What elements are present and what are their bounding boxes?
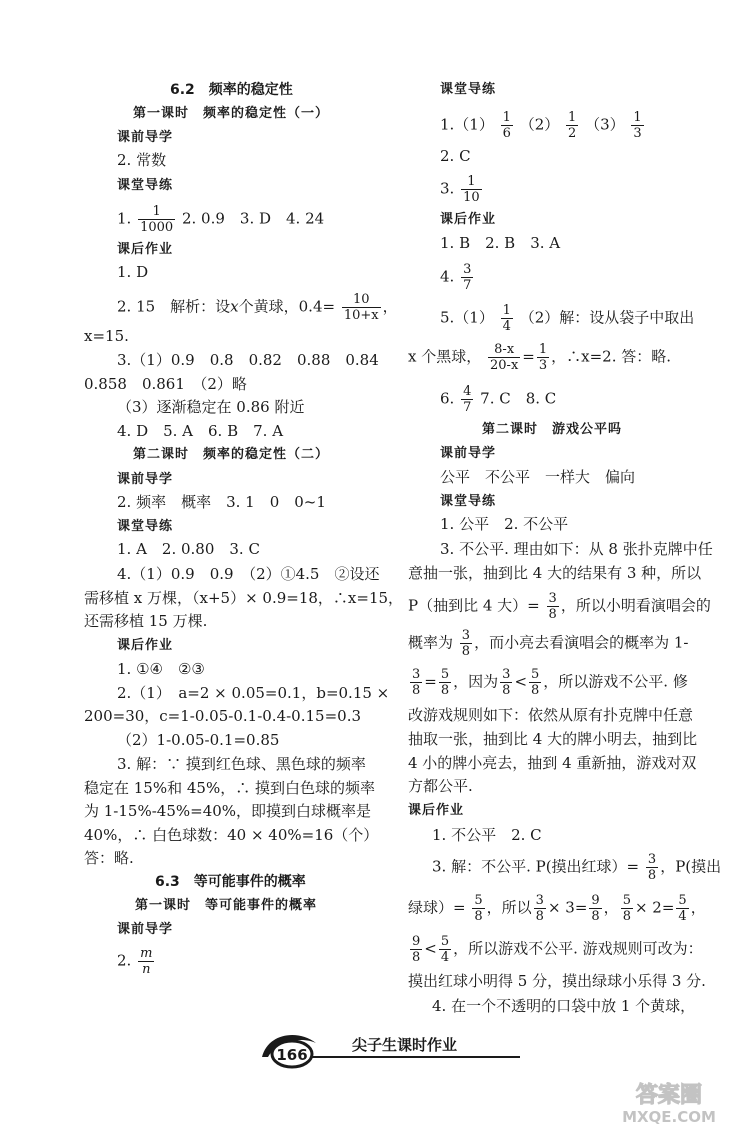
answer-line: 5.（1） $\frac{1}{4}$ （2）解：设从袋子中取出	[440, 303, 695, 334]
answer-line: 1. A 2. 0.80 3. C	[117, 540, 260, 558]
answer-line: 4.（1）0.9 0.9 （2）①4.5 ②设还	[117, 565, 380, 583]
answer-line: 还需移植 15 万棵.	[84, 612, 208, 630]
fraction: $\frac{3}{8}$	[647, 852, 657, 883]
homework-heading: 课后作业	[117, 242, 174, 257]
lesson-3-heading: 第一课时 等可能事件的概率	[135, 898, 318, 913]
fraction: $\frac{1}{3}$	[538, 342, 548, 373]
fraction: $\frac{1}{6}$	[502, 110, 511, 141]
answer-line: 公平 不公平 一样大 偏向	[440, 468, 636, 486]
answer-line: $\frac{9}{8}$ < $\frac{5}{4}$ ，所以游戏不公平. 游戏规则可改为：	[412, 934, 703, 965]
answer-line: 0.858 0.861 （2）略	[84, 375, 247, 393]
answer-line: 2. 15 解析：设x个黄球，0.4= $\frac{10}{10+x}$ ，	[117, 292, 398, 323]
answer-line: 200=30，c=1-0.05-0.1-0.4-0.15=0.3	[84, 707, 362, 725]
answer-line: 2. $\frac{m}{n}$	[117, 946, 153, 977]
fraction: $\frac{3}{8}$	[535, 893, 544, 924]
answer-line: 改游戏规则如下：依然从原有扑克牌中任意	[408, 706, 694, 724]
answer-line: 3. $\frac{1}{10}$	[440, 174, 480, 205]
in-class-heading: 课堂导练	[440, 82, 497, 97]
answer-line: 3. 不公平. 理由如下：从 8 张扑克牌中任	[440, 540, 713, 558]
fraction: $\frac{3}{8}$	[412, 667, 421, 698]
answer-line: 4. $\frac{3}{7}$	[440, 262, 472, 293]
homework-heading: 课后作业	[117, 638, 174, 653]
answer-line: （2）1-0.05-0.1=0.85	[117, 731, 280, 749]
fraction: $\frac{5}{4}$	[678, 893, 687, 924]
answer-line: 方都公平.	[408, 777, 473, 795]
fraction: $\frac{10}{10+x}$	[343, 292, 379, 323]
fraction: $\frac{5}{8}$	[440, 667, 450, 698]
answer-line: 1. B 2. B 3. A	[440, 234, 561, 252]
pre-class-heading: 课前导学	[117, 130, 174, 145]
fraction: $\frac{5}{8}$	[474, 893, 483, 924]
fraction: $\frac{4}{7}$	[463, 384, 472, 415]
answer-line: 6. $\frac{4}{7}$ 7. C 8. C	[440, 384, 557, 415]
fraction: $\frac{m}{n}$	[140, 946, 153, 977]
answer-line: 答：略.	[84, 849, 134, 867]
answer-line: 1. D	[117, 263, 149, 281]
answer-line: 1. 公平 2. 不公平	[440, 515, 569, 533]
answer-line: 为 1-15%-45%=40%，即摸到白球概率是	[84, 802, 372, 820]
page-number-badge	[258, 1027, 322, 1071]
watermark-logo	[594, 1080, 744, 1126]
answer-line: 4. 在一个不透明的口袋中放 1 个黄球，	[432, 997, 696, 1015]
answer-line: 意抽一张，抽到比 4 大的结果有 3 种，所以	[408, 564, 702, 582]
section-6-3-title: 6.3 等可能事件的概率	[155, 874, 306, 890]
fraction: $\frac{1}{10}$	[463, 174, 480, 205]
answer-line: 绿球）= $\frac{5}{8}$ ，所以 $\frac{3}{8}$ × 3= $\frac{9}{8}$ ， $\frac{5}{8}$ × 2= $\frac{5}{4}$ ，	[408, 893, 706, 924]
answer-line: 40%，∴ 白色球数：40 × 40%=16（个）	[84, 826, 379, 844]
fraction: $\frac{9}{8}$	[412, 934, 421, 965]
fraction: $\frac{1}{2}$	[568, 110, 577, 141]
page-number: 166	[276, 1046, 308, 1064]
answer-line: 4. D 5. A 6. B 7. A	[117, 422, 284, 440]
svg-text:MXQE.COM: MXQE.COM	[622, 1108, 716, 1126]
fraction: $\frac{5}{4}$	[440, 934, 450, 965]
answer-line: 4 小的牌小亮去，抽到 4 重新抽，游戏对双	[408, 754, 697, 772]
answer-line: 1.（1） $\frac{1}{6}$ （2） $\frac{1}{2}$ （3） $\frac{1}{3}$	[440, 110, 642, 141]
answer-line: 稳定在 15%和 45%，∴ 摸到白色球的频率	[84, 779, 375, 797]
fraction: $\frac{3}{8}$	[461, 628, 471, 659]
answer-line: 3. 解：不公平. P(摸出红球）= $\frac{3}{8}$ ，P(摸出	[432, 852, 722, 883]
fraction: $\frac{1}{4}$	[502, 303, 511, 334]
answer-line: 3.（1）0.9 0.8 0.82 0.88 0.84	[117, 351, 379, 369]
in-class-heading: 课堂导练	[117, 519, 174, 534]
fraction: $\frac{3}{8}$	[548, 591, 557, 622]
answer-line: 1. 不公平 2. C	[432, 826, 542, 844]
answer-line: 2.（1） a=2 × 0.05=0.1，b=0.15 ×	[117, 684, 390, 702]
answer-line: 2. 常数	[117, 151, 167, 169]
homework-heading: 课后作业	[408, 803, 465, 818]
pre-class-heading: 课前导学	[440, 446, 497, 461]
fraction: $\frac{3}{8}$	[502, 667, 511, 698]
answer-line: x=15.	[84, 327, 129, 345]
fraction: $\frac{1}{1000}$	[140, 204, 174, 235]
fraction: $\frac{9}{8}$	[591, 893, 600, 924]
in-class-heading: 课堂导练	[440, 494, 497, 509]
lesson-2-heading: 第二课时 游戏公平吗	[482, 422, 623, 437]
answer-line: 抽取一张，抽到比 4 大的牌小明去，抽到比	[408, 730, 698, 748]
answer-line: P（抽到比 4 大）= $\frac{3}{8}$ ，所以小明看演唱会的	[408, 591, 711, 622]
section-6-2-title: 6.2 频率的稳定性	[170, 82, 293, 98]
fraction: $\frac{5}{8}$	[622, 893, 631, 924]
answer-line: （3）逐渐稳定在 0.86 附近	[117, 398, 305, 416]
answer-line: 概率为 $\frac{3}{8}$ ，而小亮去看演唱会的概率为 1-	[408, 628, 689, 659]
answer-line: 2. C	[440, 147, 471, 165]
answer-line: $\frac{3}{8}$ = $\frac{5}{8}$ ，因为 $\frac{3}{8}$ < $\frac{5}{8}$ ，所以游戏不公平. 修	[412, 667, 688, 698]
fraction: $\frac{1}{3}$	[633, 110, 642, 141]
answer-line: 3. 解：∵ 摸到红色球、黑色球的频率	[117, 755, 366, 773]
book-title: 尖子生课时作业	[352, 1036, 458, 1054]
pre-class-heading: 课前导学	[117, 922, 174, 937]
fraction: $\frac{8-x}{20-x}$	[490, 342, 519, 373]
answer-line: 1. ①④ ②③	[117, 660, 205, 678]
answer-line: 1. $\frac{1}{1000}$ 2. 0.9 3. D 4. 24	[117, 204, 325, 235]
answer-line: 摸出红球小明得 5 分，摸出绿球小乐得 3 分.	[408, 972, 706, 990]
answer-line: x 个黑球， $\frac{8-x}{20-x}$ = $\frac{1}{3}$ ，∴x=2. 答：略.	[408, 342, 672, 373]
lesson-2-heading: 第二课时 频率的稳定性（二）	[133, 447, 330, 462]
svg-text:答案圈: 答案圈	[635, 1083, 703, 1108]
answer-line: 2. 频率 概率 3. 1 0 0~1	[117, 493, 326, 511]
pre-class-heading: 课前导学	[117, 472, 174, 487]
fraction: $\frac{5}{8}$	[531, 667, 540, 698]
in-class-heading: 课堂导练	[117, 178, 174, 193]
lesson-1-heading: 第一课时 频率的稳定性（一）	[133, 106, 330, 121]
fraction: $\frac{3}{7}$	[463, 262, 472, 293]
homework-heading: 课后作业	[440, 212, 497, 227]
answer-line: 需移植 x 万棵，（x+5）× 0.9=18，∴x=15，	[84, 589, 404, 607]
